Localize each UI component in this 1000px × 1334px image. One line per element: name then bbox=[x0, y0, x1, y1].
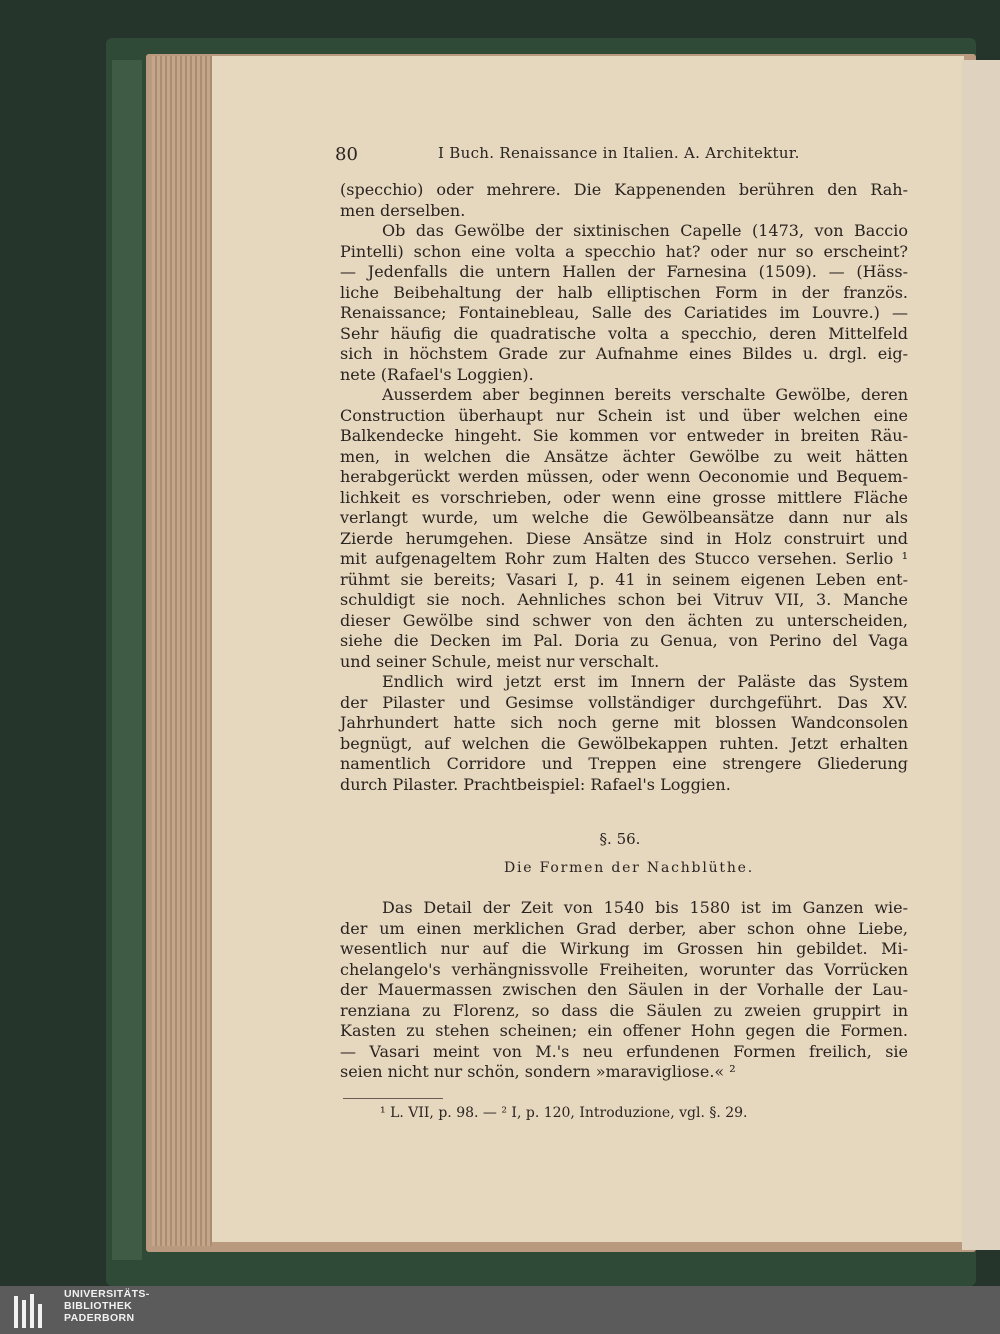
text-line: Pintelli) schon eine volta a specchio hat? oder nur so erscheint? bbox=[340, 241, 908, 261]
facing-page-edge bbox=[962, 60, 1000, 1250]
text-line: (specchio) oder mehrere. Die Kappenenden berühren den Rah- bbox=[340, 180, 908, 199]
text-line: namentlich Corridore und Treppen eine strengere Gliederung bbox=[340, 754, 908, 773]
library-logo-icon bbox=[10, 1290, 50, 1330]
text-line: Construction überhaupt nur Schein ist und über welchen eine bbox=[340, 405, 908, 425]
text-line: sich in höchstem Grade zur Aufnahme eines Bildes u. drgl. eig- bbox=[340, 344, 908, 363]
footnote-rule bbox=[343, 1098, 443, 1099]
text-line: men, in welchen die Ansätze ächter Gewölbe zu weit hätten bbox=[340, 446, 908, 466]
text-line: Sehr häufig die quadratische volta a specchio, deren Mittelfeld bbox=[340, 323, 908, 343]
text-line: der Pilaster und Gesimse vollständiger durchgeführt. Das XV. bbox=[340, 692, 908, 712]
section-number: §. 56. bbox=[599, 830, 641, 848]
text-line: herabgerückt werden müssen, oder wenn Oeconomie und Bequem- bbox=[340, 467, 908, 486]
footnote: ¹ L. VII, p. 98. — ² I, p. 120, Introduzione, vgl. §. 29. bbox=[380, 1105, 748, 1121]
text-line: der um einen merklichen Grad derber, aber schon ohne Liebe, bbox=[340, 918, 908, 938]
text-line: und seiner Schule, meist nur verschalt. bbox=[340, 651, 660, 671]
text-line: siehe die Decken im Pal. Doria zu Genua, von Perino del Vaga bbox=[340, 631, 908, 650]
text-line: dieser Gewölbe sind schwer von den ächten zu unterscheiden, bbox=[340, 610, 908, 630]
text-line: seien nicht nur schön, sondern »maravigliose.« ² bbox=[340, 1062, 736, 1081]
text-line: Endlich wird jetzt erst im Innern der Paläste das System bbox=[382, 672, 908, 691]
text-line: — Vasari meint von M.'s neu erfundenen Formen freilich, sie bbox=[340, 1041, 908, 1061]
text-line: men derselben. bbox=[340, 200, 466, 220]
text-line: nete (Rafael's Loggien). bbox=[340, 364, 534, 384]
text-line: Ausserdem aber beginnen bereits verschalte Gewölbe, deren bbox=[382, 385, 908, 404]
page-number: 80 bbox=[335, 144, 358, 165]
text-line: begnügt, auf welchen die Gewölbekappen ruhten. Jetzt erhalten bbox=[340, 733, 908, 753]
text-line: rühmt sie bereits; Vasari I, p. 41 in seinem eigenen Leben ent- bbox=[340, 569, 908, 589]
running-title: I Buch. Renaissance in Italien. A. Architektur. bbox=[438, 144, 800, 162]
text-line: schuldigt sie noch. Aehnliches schon bei Vitruv VII, 3. Manche bbox=[340, 590, 908, 609]
text-line: renziana zu Florenz, so dass die Säulen zu zweien gruppirt in bbox=[340, 1000, 908, 1020]
page-header bbox=[0, 144, 1000, 168]
library-logo-text bbox=[64, 1288, 150, 1324]
text-line: Das Detail der Zeit von 1540 bis 1580 ist im Ganzen wie- bbox=[382, 898, 908, 917]
logo-line-1: UNIVERSITÄTS- bbox=[64, 1288, 150, 1300]
text-line: Zierde herumgehen. Diese Ansätze sind in Holz construirt und bbox=[340, 528, 908, 548]
logo-line-2: BIBLIOTHEK bbox=[64, 1300, 133, 1312]
main-text bbox=[340, 180, 908, 795]
cover-spine-edge bbox=[112, 60, 142, 1260]
stacked-leaves bbox=[152, 56, 212, 1246]
text-line: wesentlich nur auf die Wirkung im Grossen hin gebildet. Mi- bbox=[340, 939, 908, 958]
text-line: Kasten zu stehen scheinen; ein offener Hohn gegen die Formen. bbox=[340, 1021, 908, 1040]
text-line: lichkeit es vorschrieben, oder wenn eine grosse mittlere Fläche bbox=[340, 487, 908, 507]
text-line: durch Pilaster. Prachtbeispiel: Rafael's Loggien. bbox=[340, 774, 731, 794]
text-line: chelangelo's verhängnissvolle Freiheiten, worunter das Vorrücken bbox=[340, 959, 908, 979]
library-footer-bar bbox=[0, 1286, 1000, 1334]
section-title: Die Formen der Nachblüthe. bbox=[503, 860, 754, 876]
text-line: Balkendecke hingeht. Sie kommen vor entweder in breiten Räu- bbox=[340, 426, 908, 445]
text-line: mit aufgenageltem Rohr zum Halten des Stucco versehen. Serlio ¹ bbox=[340, 549, 908, 568]
text-line: Jahrhundert hatte sich noch gerne mit blossen Wandconsolen bbox=[340, 713, 908, 732]
text-line: Renaissance; Fontainebleau, Salle des Cariatides im Louvre.) — bbox=[340, 303, 908, 322]
text-line: verlangt wurde, um welche die Gewölbeansätze dann nur als bbox=[340, 508, 908, 527]
text-line: — Jedenfalls die untern Hallen der Farnesina (1509). — (Häss- bbox=[340, 262, 908, 281]
text-line: liche Beibehaltung der halb elliptischen Form in der französ. bbox=[340, 282, 908, 302]
text-line: der Mauermassen zwischen den Säulen in der Vorhalle der Lau- bbox=[340, 980, 908, 999]
text-line: Ob das Gewölbe der sixtinischen Capelle (1473, von Baccio bbox=[382, 221, 908, 240]
logo-line-3: PADERBORN bbox=[64, 1312, 135, 1324]
section-text bbox=[340, 898, 908, 1083]
